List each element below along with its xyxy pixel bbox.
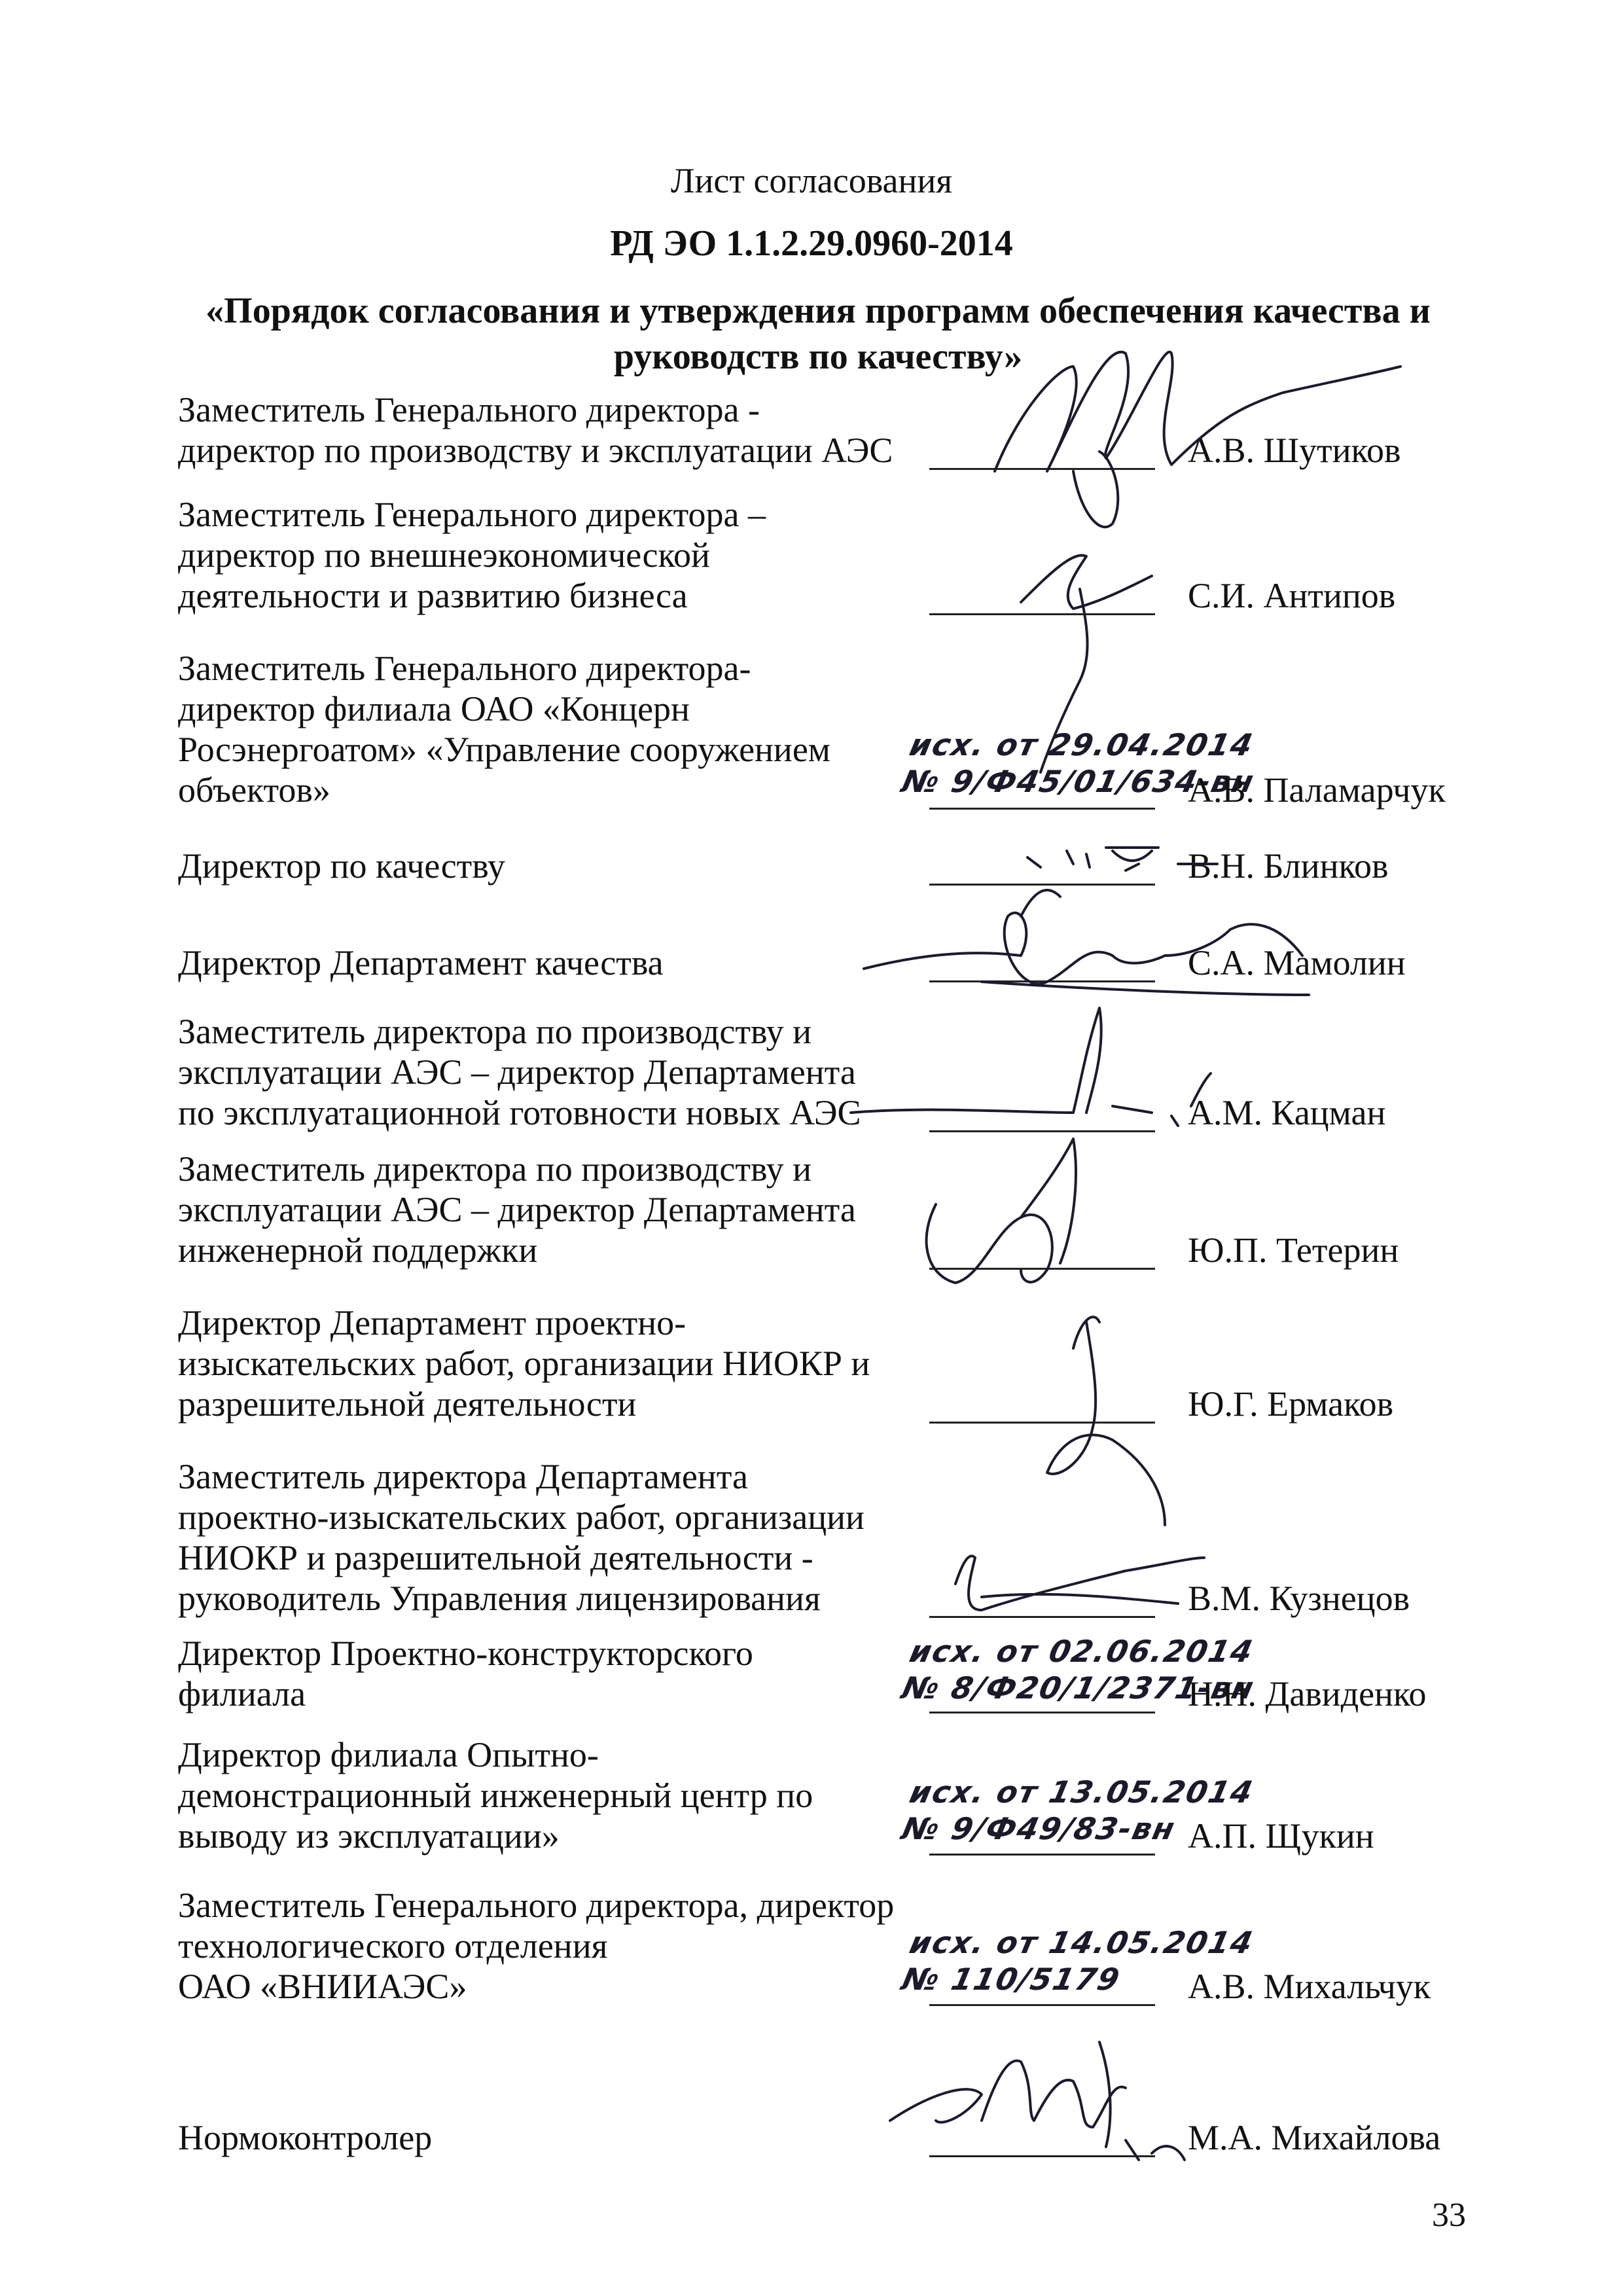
position-title	[178, 494, 904, 616]
position-line: директор по производству и эксплуатации АЭС	[178, 431, 893, 470]
position-line: Заместитель директора по производству и	[178, 1012, 812, 1051]
signature-line	[929, 884, 1155, 886]
position-line: деятельности и развитию бизнеса	[178, 576, 688, 615]
reference-date: исх. от 13.05.2014	[906, 1774, 1257, 1810]
position-line: Директор Проектно-конструкторского	[178, 1634, 753, 1673]
position-title	[178, 846, 904, 886]
position-title	[178, 1633, 904, 1714]
signatory-name: А.М. Кацман	[1188, 1093, 1386, 1132]
sheet-title: Лист согласования	[670, 161, 953, 200]
position-line: Директор по качеству	[178, 846, 505, 886]
reference-number: № 9/Ф49/83-вн	[899, 1811, 1179, 1846]
document-title-line-1: «Порядок согласования и утверждения программ обеспечения качества и	[205, 291, 1431, 331]
position-line: Заместитель Генерального директора, директор	[178, 1886, 895, 1925]
signature-line	[929, 2155, 1155, 2157]
position-title	[178, 942, 904, 983]
position-line: Заместитель директора Департамента	[178, 1457, 748, 1496]
signature-line	[929, 613, 1155, 615]
position-title	[178, 1456, 904, 1619]
position-line: Директор Департамент проектно-	[178, 1303, 687, 1342]
signatory-name: С.А. Мамолин	[1188, 943, 1406, 982]
signature-line	[929, 468, 1155, 470]
signature-shutikov-loop	[1073, 452, 1118, 527]
page-number: 33	[1432, 2197, 1466, 2234]
position-line: эксплуатации АЭС – директор Департамента	[178, 1190, 856, 1229]
signatory-name: Н.Н. Давиденко	[1188, 1674, 1427, 1713]
position-title	[178, 1149, 904, 1270]
reference-number: № 110/5179	[899, 1962, 1124, 1997]
position-line: Росэнергоатом» «Управление сооружением	[178, 730, 830, 769]
signatory-name: В.М. Кузнецов	[1188, 1579, 1410, 1618]
position-title	[178, 1885, 904, 2007]
signature-line	[929, 808, 1155, 810]
position-title	[178, 389, 904, 471]
document-title	[177, 288, 1459, 380]
position-title	[178, 1011, 904, 1133]
position-line: Заместитель Генерального директора-	[178, 649, 751, 688]
position-line: Нормоконтролер	[178, 2118, 433, 2157]
position-line: эксплуатации АЭС – директор Департамента	[178, 1052, 856, 1092]
signature-kuznetsov	[955, 1556, 1204, 1610]
signature-line	[929, 1854, 1155, 1856]
signatory-name: А.В. Паламарчук	[1188, 770, 1446, 810]
signature-katsman	[851, 1008, 1211, 1126]
document-title-line-2: руководств по качеству»	[613, 336, 1023, 377]
position-title	[178, 2117, 904, 2158]
position-line: объектов»	[178, 770, 330, 810]
signatory-name: Ю.Г. Ермаков	[1188, 1384, 1394, 1424]
signature-line	[929, 1422, 1155, 1424]
position-line: Заместитель директора по производству и	[178, 1149, 812, 1189]
signature-teterin	[927, 1139, 1076, 1283]
position-line: по эксплуатационной готовности новых АЭС	[178, 1093, 861, 1132]
signatory-name: А.В. Шутиков	[1188, 431, 1401, 470]
signature-line	[929, 1712, 1155, 1713]
position-line: Директор Департамент качества	[178, 943, 664, 982]
position-title	[178, 648, 904, 810]
position-line: проектно-изыскательских работ, организации	[178, 1498, 865, 1537]
reference-date: исх. от 29.04.2014	[906, 727, 1257, 762]
position-title	[178, 1302, 904, 1424]
reference-number: № 8/Ф20/1/2371-вн	[899, 1670, 1258, 1706]
position-line: директор филиала ОАО «Концерн	[178, 689, 690, 728]
signatory-name: С.И. Антипов	[1188, 576, 1396, 615]
position-line: разрешительной деятельности	[178, 1384, 637, 1424]
reference-date: исх. от 02.06.2014	[906, 1634, 1257, 1669]
position-title	[178, 1734, 904, 1856]
signatory-name: А.В. Михальчук	[1188, 1967, 1431, 2006]
position-line: изыскательских работ, организации НИОКР и	[178, 1344, 870, 1383]
position-line: выводу из эксплуатации»	[178, 1816, 560, 1856]
reference-number: № 9/Ф45/01/634-вн	[899, 764, 1258, 799]
position-line: технологического отделения	[178, 1926, 608, 1965]
position-line: филиала	[178, 1674, 306, 1713]
position-line: руководитель Управления лицензирования	[178, 1579, 821, 1618]
signatory-name: Ю.П. Тетерин	[1188, 1230, 1399, 1270]
reference-date: исх. от 14.05.2014	[906, 1925, 1257, 1960]
signature-line	[929, 2004, 1155, 2006]
position-line: директор по внешнеэкономической	[178, 535, 710, 575]
document-code: РД ЭО 1.1.2.29.0960-2014	[610, 223, 1013, 264]
position-line: Заместитель Генерального директора –	[178, 495, 766, 534]
position-line: Директор филиала Опытно-	[178, 1735, 599, 1774]
signature-line	[929, 1616, 1155, 1618]
signature-line	[929, 980, 1155, 982]
signature-line	[929, 1130, 1155, 1132]
position-line: инженерной поддержки	[178, 1230, 538, 1270]
signatory-name: В.Н. Блинков	[1188, 846, 1389, 886]
position-line: НИОКР и разрешительной деятельности -	[178, 1538, 813, 1577]
signatory-name: А.П. Щукин	[1188, 1816, 1374, 1856]
position-line: демонстрационный инженерный центр по	[178, 1776, 813, 1815]
signature-mikhaylova	[890, 2042, 1185, 2160]
signatory-name: М.А. Михайлова	[1188, 2118, 1441, 2157]
position-line: ОАО «ВНИИАЭС»	[178, 1967, 467, 2006]
signature-line	[929, 1268, 1155, 1270]
position-line: Заместитель Генерального директора -	[178, 390, 760, 429]
